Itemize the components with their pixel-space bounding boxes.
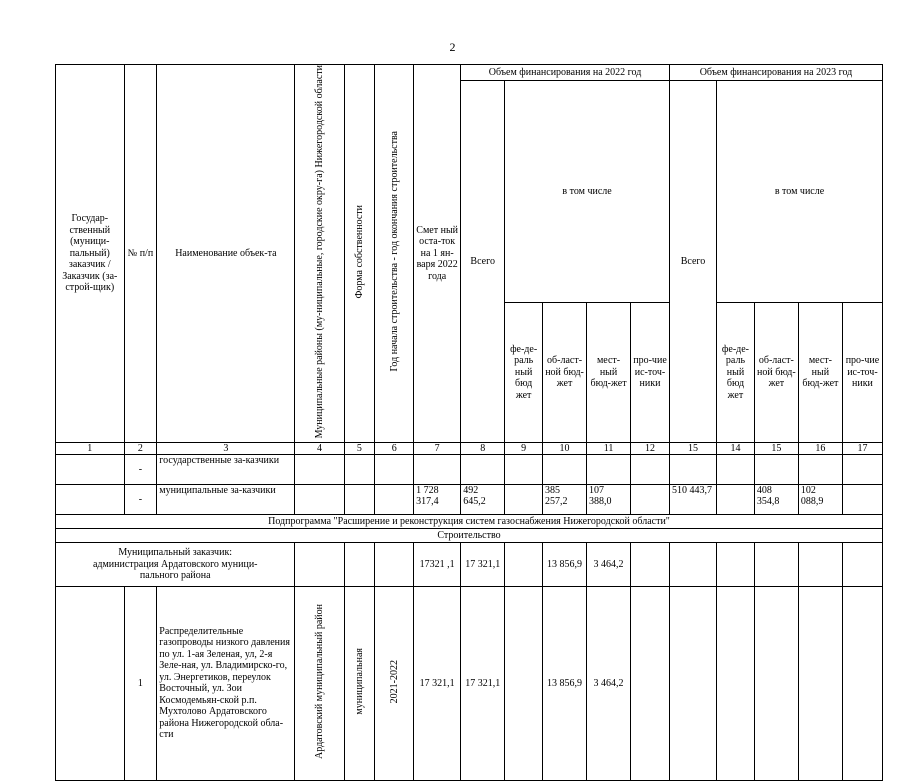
col-num: 17 <box>842 442 882 454</box>
header-other-2023: про-чие ис-точ-ники <box>842 302 882 442</box>
dash-cell: - <box>124 484 157 514</box>
header-incl-2022: в том числе <box>505 81 670 303</box>
local-2022-cell: 107 388,0 <box>587 484 631 514</box>
construction-title: Строительство <box>56 528 883 542</box>
header-other-2022: про-чие ис-точ-ники <box>631 302 670 442</box>
col-num: 5 <box>344 442 375 454</box>
local-2022-cell: 3 464,2 <box>587 586 631 780</box>
estimate-cell: 17321 ,1 <box>414 542 461 586</box>
col-num: 10 <box>543 442 587 454</box>
table-row-municipal-customer <box>56 542 883 586</box>
regional-2022-cell: 13 856,9 <box>543 542 587 586</box>
regional-2023-cell: 408 354,8 <box>754 484 798 514</box>
header-regional-2023: об-ласт-ной бюд-жет <box>754 302 798 442</box>
total-2022-cell: 492 645,2 <box>461 484 505 514</box>
total-2022-cell: 17 321,1 <box>461 542 505 586</box>
header-object-name: Наименование объек-та <box>157 65 295 443</box>
col-num: 3 <box>157 442 295 454</box>
table-row-item-1 <box>56 586 883 780</box>
header-estimate: Смет ный оста-ток на 1 ян-варя 2022 года <box>414 65 461 443</box>
header-fin-2022: Объем финансирования на 2022 год <box>461 65 670 81</box>
estimate-cell: 17 321,1 <box>414 586 461 780</box>
item-number: 1 <box>124 586 157 780</box>
col-num: 11 <box>587 442 631 454</box>
local-2022-cell: 3 464,2 <box>587 542 631 586</box>
table-row-municipal-customers <box>56 484 883 514</box>
subprogram-title: Подпрограмма "Расширение и реконструкция систем газоснабжения Нижегородской области" <box>56 514 883 528</box>
header-total-2022: Всего <box>461 81 505 443</box>
col-num: 6 <box>375 442 414 454</box>
item-name: Распределительные газопроводы низкого давления по ул. 1-ая Зеленая, ул, 2-я Зеле-ная, ул. Владимирско-го, ул. Энергетиков, переулок Восточный, ул. Зои Космодемьян-ской р.п. Мухтолово Ардатовского района Нижегородской обла-сти <box>157 586 295 780</box>
header-ownership: Форма собственности <box>344 65 375 443</box>
col-num: 2 <box>124 442 157 454</box>
header-local-2023: мест-ный бюд-жет <box>798 302 842 442</box>
col-num: 4 <box>295 442 344 454</box>
header-local-2022: мест-ный бюд-жет <box>587 302 631 442</box>
col-num: 14 <box>717 442 755 454</box>
col-num: 16 <box>798 442 842 454</box>
regional-2022-cell: 385 257,2 <box>543 484 587 514</box>
total-2023-cell: 510 443,7 <box>669 484 716 514</box>
regional-2022-cell: 13 856,9 <box>543 586 587 780</box>
col-num: 8 <box>461 442 505 454</box>
col-num: 1 <box>56 442 125 454</box>
header-federal-2023: фе-де-раль ный бюд жет <box>717 302 755 442</box>
header-districts: Муниципальные районы (му-ниципальные, городские окру-га) Нижегородской области <box>295 65 344 443</box>
header-customer: Государ-ственный (муници-пальный) заказчик / Заказчик (за-строй-щик) <box>56 65 125 443</box>
column-numbers-row <box>56 442 883 454</box>
item-district: Ардатовский муниципальный район <box>295 586 344 780</box>
row-label: государственные за-казчики <box>157 454 295 484</box>
col-num: 7 <box>414 442 461 454</box>
table-row-state-customers <box>56 454 883 484</box>
municipal-customer-name: Муниципальный заказчик: администрация Ардатовского муници-пального района <box>56 542 295 586</box>
row-label: муниципальные за-казчики <box>157 484 295 514</box>
financing-table <box>55 64 883 781</box>
header-regional-2022: об-ласт-ной бюд-жет <box>543 302 587 442</box>
dash-cell: - <box>124 454 157 484</box>
header-num: № п/п <box>124 65 157 443</box>
header-incl-2023: в том числе <box>717 81 883 303</box>
header-federal-2022: фе-де-раль ный бюд жет <box>505 302 543 442</box>
estimate-cell: 1 728 317,4 <box>414 484 461 514</box>
local-2023-cell: 102 088,9 <box>798 484 842 514</box>
item-years: 2021-2022 <box>375 586 414 780</box>
header-years: Год начала строительства - год окончания строительства <box>375 65 414 443</box>
col-num: 15 <box>669 442 716 454</box>
header-total-2023: Всего <box>669 81 716 443</box>
item-ownership: муниципальная <box>344 586 375 780</box>
total-2022-cell: 17 321,1 <box>461 586 505 780</box>
col-num: 12 <box>631 442 670 454</box>
header-fin-2023: Объем финансирования на 2023 год <box>669 65 882 81</box>
col-num: 9 <box>505 442 543 454</box>
col-num: 15 <box>754 442 798 454</box>
page-number: 2 <box>449 40 456 54</box>
